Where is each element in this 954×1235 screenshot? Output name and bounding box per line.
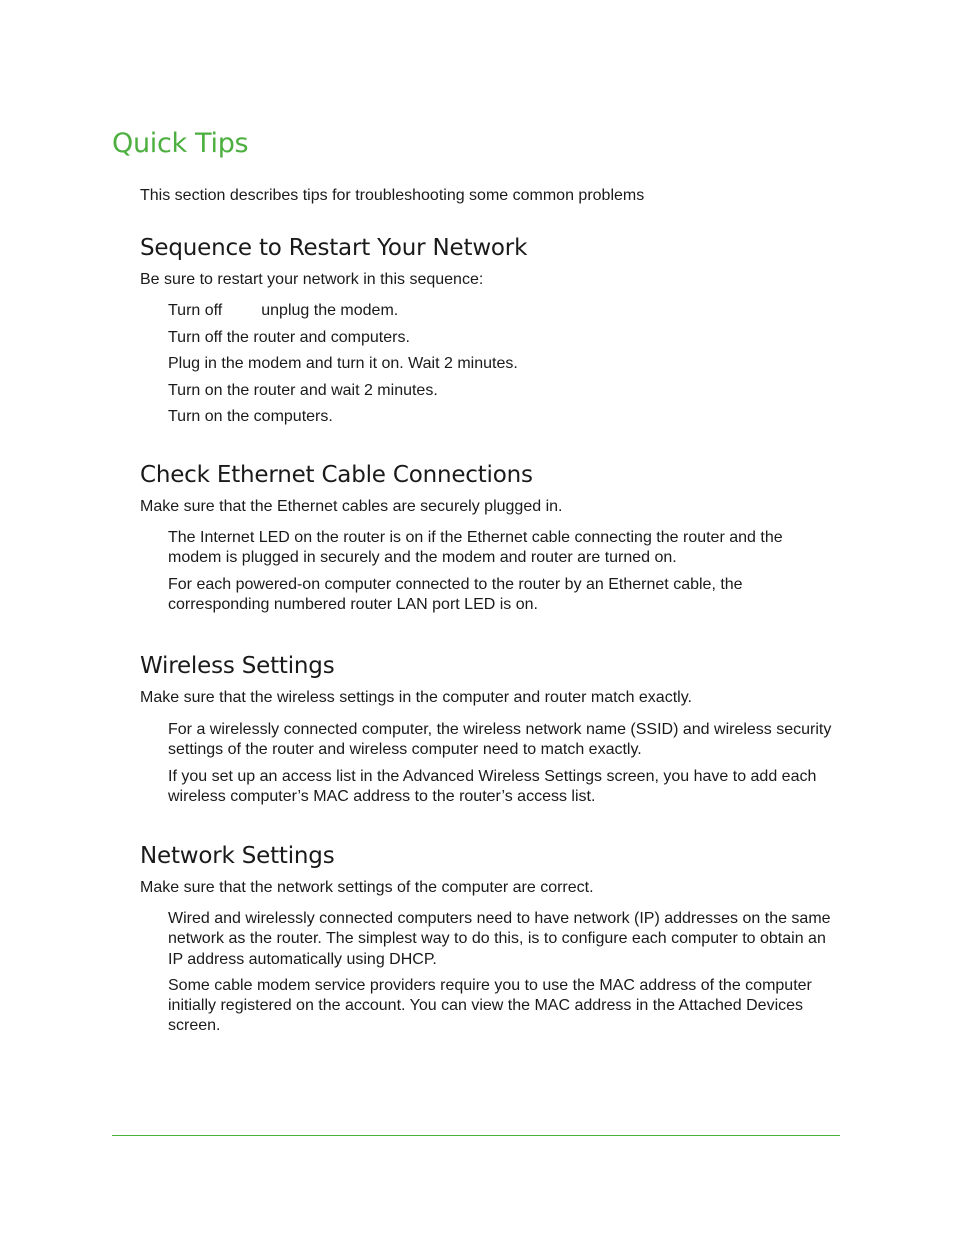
section-heading-network: Network Settings	[140, 843, 335, 869]
section-lead-wireless: Make sure that the wireless settings in the computer and router match exactly.	[140, 689, 692, 706]
section-wireless	[140, 648, 840, 813]
section-heading-wireless: Wireless Settings	[140, 653, 335, 679]
section-lead-network: Make sure that the network settings of the computer are correct.	[140, 879, 594, 896]
page-title: Quick Tips	[112, 128, 249, 159]
list-item: Wired and wirelessly connected computers need to have network (IP) addresses on the same network as the router. The simplest way to do this, is to configure each computer to obtain an IP address automatically using DHCP.	[168, 910, 831, 968]
list-item: The Internet LED on the router is on if the Ethernet cable connecting the router and the modem is plugged in securely and the modem and router are turned on.	[168, 529, 783, 567]
section-network	[140, 838, 840, 1043]
section-lead-ethernet: Make sure that the Ethernet cables are securely plugged in.	[140, 498, 563, 515]
section-restart	[140, 230, 840, 434]
wireless-items	[140, 720, 840, 807]
intro-text: This section describes tips for troubleshooting some common problems	[140, 187, 645, 204]
network-items	[140, 909, 840, 1037]
step-text: unplug the modem.	[261, 302, 399, 319]
list-item: For each powered-on computer connected to the router by an Ethernet cable, the corresponding numbered router LAN port LED is on.	[168, 575, 743, 613]
footer-divider	[112, 1135, 840, 1136]
list-item: Some cable modem service providers require you to use the MAC address of the computer initially registered on the account. You can view the MAC address in the Attached Devices screen.	[168, 976, 812, 1035]
list-item: Turn off the router and computers.	[168, 328, 410, 346]
list-item	[168, 301, 840, 328]
section-ethernet	[140, 457, 840, 621]
section-heading-ethernet: Check Ethernet Cable Connections	[140, 462, 533, 488]
list-item: For a wirelessly connected computer, the wireless network name (SSID) and wireless security settings of the router and wireless computer need to match exactly.	[168, 721, 832, 759]
list-item: Turn on the router and wait 2 minutes.	[168, 381, 438, 399]
section-lead-restart: Be sure to restart your network in this sequence:	[140, 271, 484, 288]
list-item: Turn on the computers.	[168, 408, 333, 425]
list-item: If you set up an access list in the Advanced Wireless Settings screen, you have to add each wireless computer’s MAC address to the router’s access list.	[168, 767, 817, 805]
list-item: Plug in the modem and turn it on. Wait 2 minutes.	[168, 355, 518, 372]
section-heading-restart: Sequence to Restart Your Network	[140, 235, 528, 261]
ethernet-items	[140, 528, 840, 615]
step-text: Turn off	[168, 302, 223, 319]
restart-steps	[140, 301, 840, 434]
